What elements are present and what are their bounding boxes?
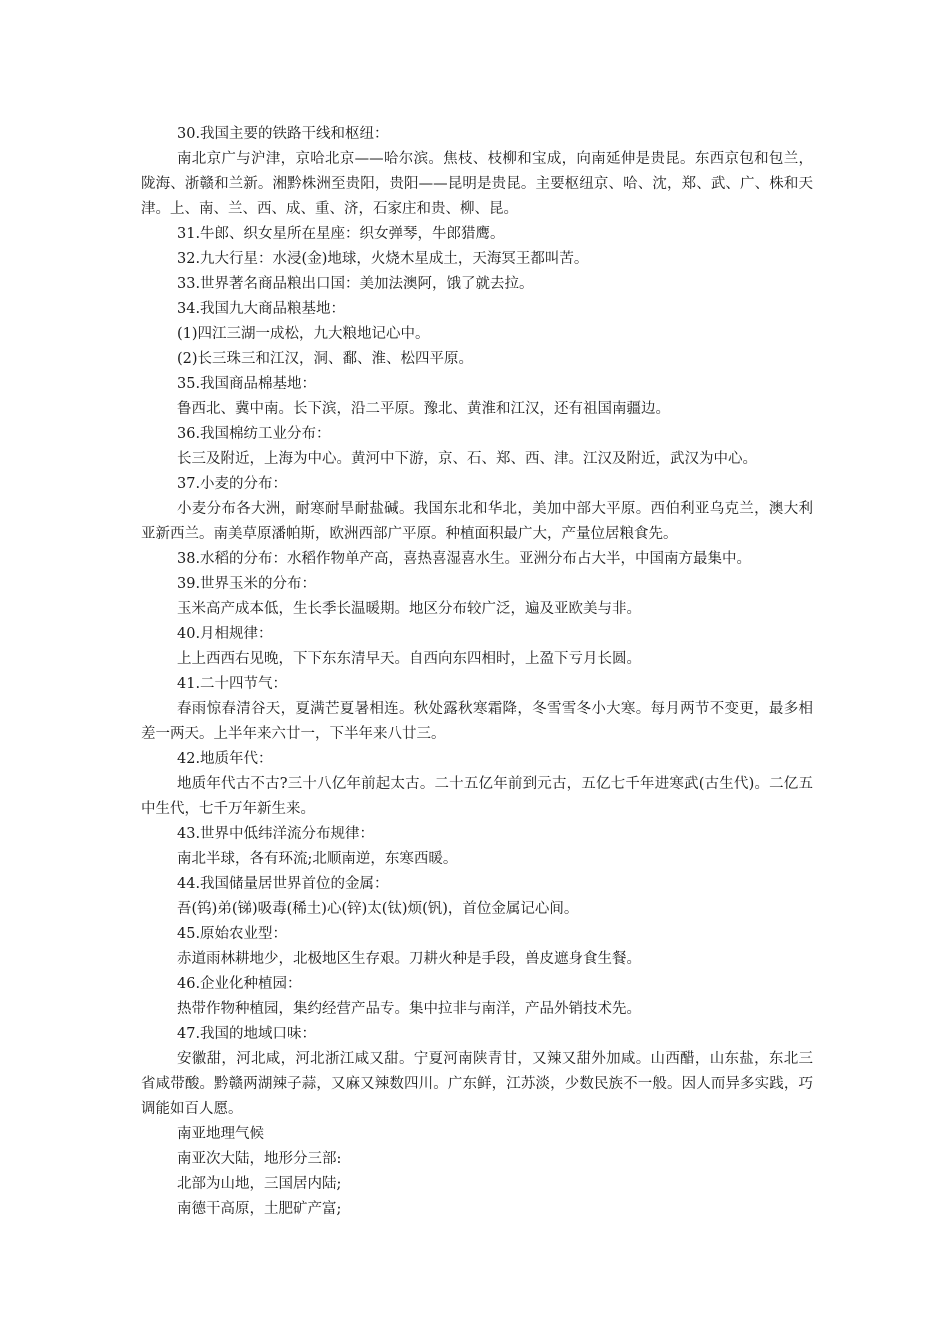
paragraph-37-heading: 37.小麦的分布： bbox=[177, 476, 288, 492]
paragraph-47-body: 安徽甜，河北咸，河北浙江咸又甜。宁夏河南陕青甘，又辣又甜外加咸。山西醋，山东盐，东北三省咸带酸。黔赣两湖辣子蒜，又麻又辣数四川。广东鲜，江苏淡，少数民族不一般。因人而异多实践，巧调能如百人愿。 bbox=[141, 1051, 813, 1117]
paragraph-34-heading: 34.我国九大商品粮基地： bbox=[177, 301, 346, 317]
paragraph-35-heading: 35.我国商品棉基地： bbox=[177, 376, 317, 392]
paragraph-46-body: 热带作物种植园，集约经营产品专。集中拉非与南洋，产品外销技术先。 bbox=[177, 1001, 641, 1017]
paragraph-46-heading: 46.企业化种植园： bbox=[177, 976, 302, 992]
paragraph-36-body: 长三及附近，上海为中心。黄河中下游，京、石、郑、西、津。江汉及附近，武汉为中心。 bbox=[177, 451, 757, 467]
paragraph-35-body: 鲁西北、冀中南。长下滨，沿二平原。豫北、黄淮和江汉，还有祖国南疆边。 bbox=[177, 401, 670, 417]
paragraph-45-body: 赤道雨林耕地少，北极地区生存艰。刀耕火种是手段，兽皮遮身食生餐。 bbox=[177, 951, 641, 967]
paragraph-41-body: 春雨惊春清谷天，夏满芒夏暑相连。秋处露秋寒霜降，冬雪雪冬小大寒。每月两节不变更，最多相差一两天。上半年来六廿一，下半年来八廿三。 bbox=[141, 701, 813, 742]
paragraph-30-heading: 30.我国主要的铁路干线和枢纽： bbox=[177, 126, 389, 142]
paragraph-30-body: 南北京广与沪津，京哈北京——哈尔滨。焦枝、枝柳和宝成，向南延伸是贵昆。东西京包和包兰，陇海、浙赣和兰新。湘黔株洲至贵阳，贵阳——昆明是贵昆。主要枢纽京、哈、沈，郑、武、广、株和天津。上、南、兰、西、成、重、济，石家庄和贵、柳、昆。 bbox=[141, 151, 813, 217]
paragraph-41-heading: 41.二十四节气： bbox=[177, 676, 288, 692]
paragraph-34-item-2: (2)长三珠三和江汉，洞、鄱、淮、松四平原。 bbox=[177, 351, 474, 367]
paragraph-44-heading: 44.我国储量居世界首位的金属： bbox=[177, 876, 389, 892]
paragraph-43-heading: 43.世界中低纬洋流分布规律： bbox=[177, 826, 375, 842]
paragraph-38: 38.水稻的分布：水稻作物单产高，喜热喜湿喜水生。亚洲分布占大半，中国南方最集中。 bbox=[177, 551, 752, 567]
paragraph-31: 31.牛郎、织女星所在星座：织女弹琴，牛郎猎鹰。 bbox=[177, 226, 505, 242]
paragraph-40-heading: 40.月相规律： bbox=[177, 626, 273, 642]
paragraph-47-heading: 47.我国的地域口味： bbox=[177, 1026, 317, 1042]
section-title-south-asia: 南亚地理气候 bbox=[177, 1126, 264, 1142]
paragraph-39-body: 玉米高产成本低，生长季长温暖期。地区分布较广泛，遍及亚欧美与非。 bbox=[177, 601, 641, 617]
document-page bbox=[141, 122, 813, 1222]
paragraph-39-heading: 39.世界玉米的分布： bbox=[177, 576, 317, 592]
paragraph-42-heading: 42.地质年代： bbox=[177, 751, 273, 767]
paragraph-36-heading: 36.我国棉纺工业分布： bbox=[177, 426, 331, 442]
paragraph-37-body: 小麦分布各大洲，耐寒耐旱耐盐碱。我国东北和华北，美加中部大平原。西伯利亚乌克兰，澳大利亚新西兰。南美草原潘帕斯，欧洲西部广平原。种植面积最广大，产量位居粮食先。 bbox=[141, 501, 813, 542]
south-asia-line-2: 北部为山地，三国居内陆; bbox=[177, 1176, 342, 1192]
paragraph-43-body: 南北半球，各有环流;北顺南逆，东寒西暖。 bbox=[177, 851, 458, 867]
paragraph-42-body: 地质年代古不古?三十八亿年前起太古。二十五亿年前到元古，五亿七千年进寒武(古生代)。二亿五中生代，七千万年新生来。 bbox=[141, 776, 813, 817]
paragraph-33: 33.世界著名商品粮出口国：美加法澳阿，饿了就去拉。 bbox=[177, 276, 534, 292]
south-asia-line-3: 南德干高原，土肥矿产富; bbox=[177, 1201, 342, 1217]
paragraph-45-heading: 45.原始农业型： bbox=[177, 926, 288, 942]
paragraph-44-body: 吾(钨)弟(锑)吸毒(稀土)心(锌)太(钛)烦(钒)，首位金属记心间。 bbox=[177, 901, 579, 917]
paragraph-34-item-1: (1)四江三湖一成松，九大粮地记心中。 bbox=[177, 326, 430, 342]
paragraph-32: 32.九大行星：水浸(金)地球，火烧木星成土，天海冥王都叫苦。 bbox=[177, 251, 589, 267]
paragraph-40-body: 上上西西右见晚，下下东东清早天。自西向东四相时，上盈下亏月长圆。 bbox=[177, 651, 641, 667]
south-asia-line-1: 南亚次大陆，地形分三部: bbox=[177, 1151, 342, 1167]
